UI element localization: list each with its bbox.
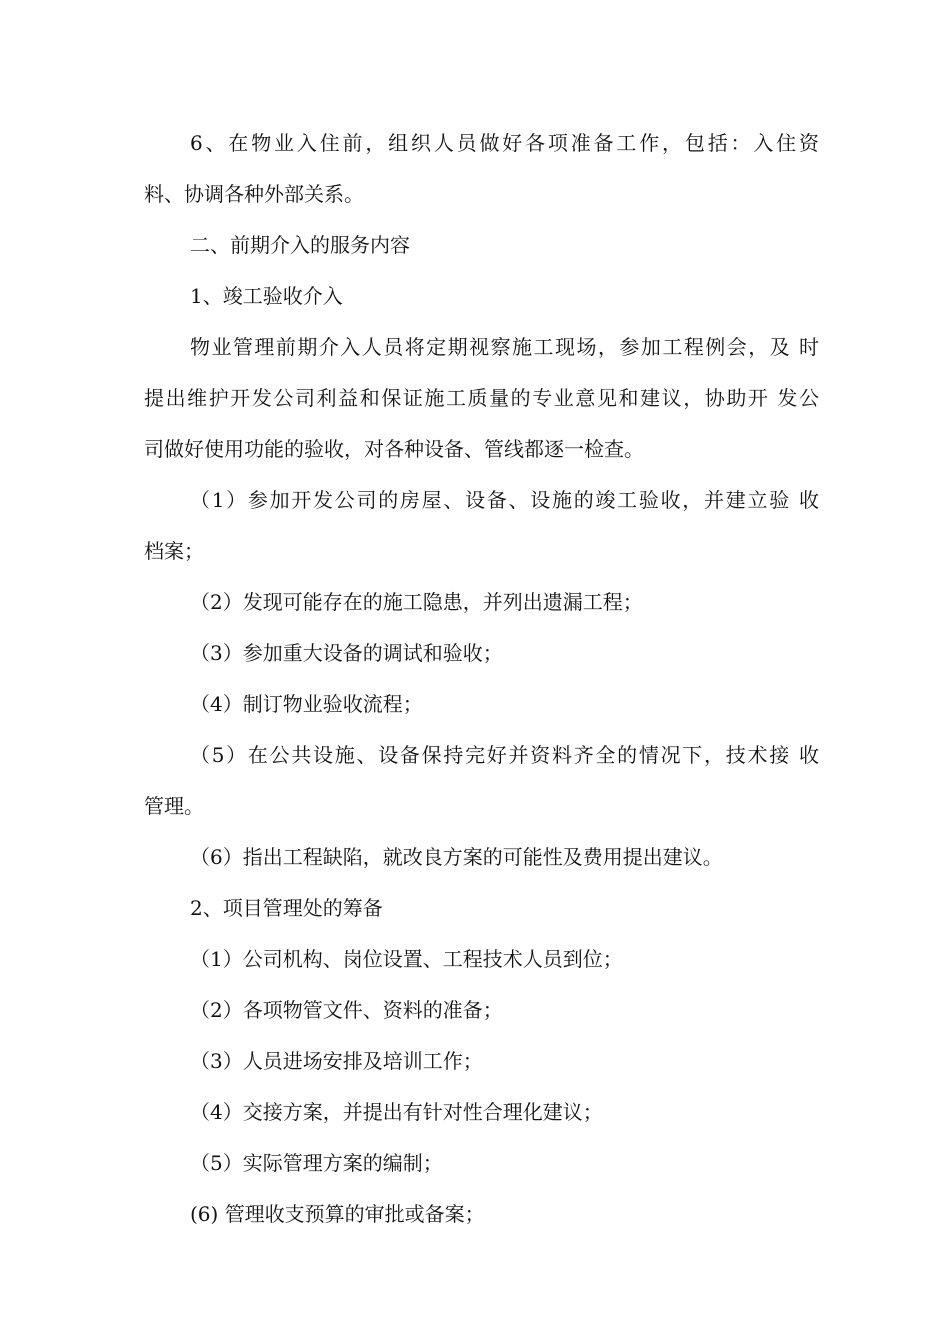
paragraph-line: 提出维护开发公司利益和保证施工质量的专业意见和建议，协助开 发公	[144, 386, 819, 410]
list-item-line: （4）交接方案，并提出有针对性合理化建议；	[190, 1100, 603, 1124]
list-item-line: （3）人员进场安排及培训工作；	[190, 1049, 483, 1073]
paragraph-line: 6、在物业入住前，组织人员做好各项准备工作，包括：入住资	[190, 131, 819, 155]
list-item-line: （1）参加开发公司的房屋、设备、设施的竣工验收，并建立验 收	[190, 488, 819, 512]
list-item-line: 管理。	[144, 794, 204, 818]
list-item-line: 档案；	[144, 539, 204, 563]
subsection-heading: 2、项目管理处的筹备	[190, 896, 383, 920]
section-heading: 二、前期介入的服务内容	[190, 233, 410, 257]
list-item-line: （5）在公共设施、设备保持完好并资料齐全的情况下，技术接 收	[190, 743, 819, 767]
list-item-line: (6) 管理收支预算的审批或备案；	[190, 1202, 485, 1226]
list-item-line: （2）发现可能存在的施工隐患，并列出遗漏工程；	[190, 590, 643, 614]
paragraph-line: 料、协调各种外部关系。	[144, 182, 364, 206]
paragraph-line: 司做好使用功能的验收，对各种设备、管线都逐一检查。	[144, 437, 644, 461]
subsection-heading: 1、竣工验收介入	[190, 284, 343, 308]
list-item-line: （2）各项物管文件、资料的准备；	[190, 998, 503, 1022]
list-item-line: （1）公司机构、岗位设置、工程技术人员到位；	[190, 947, 623, 971]
paragraph-line: 物业管理前期介入人员将定期视察施工现场，参加工程例会，及 时	[190, 335, 819, 359]
list-item-line: （3）参加重大设备的调试和验收；	[190, 641, 503, 665]
list-item-line: （4）制订物业验收流程；	[190, 692, 423, 716]
list-item-line: （6）指出工程缺陷，就改良方案的可能性及费用提出建议。	[190, 845, 723, 869]
list-item-line: （5）实际管理方案的编制；	[190, 1151, 443, 1175]
